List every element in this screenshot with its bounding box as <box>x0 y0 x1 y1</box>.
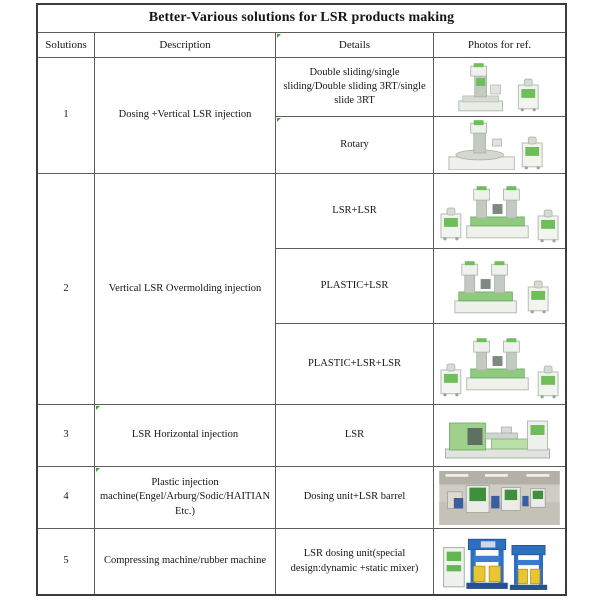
description-cell: Dosing +Vertical LSR injection <box>95 58 276 174</box>
photo-cell <box>434 58 565 117</box>
cell-anchor-mark <box>96 468 100 472</box>
solution-cell: 2 <box>38 174 95 405</box>
description-cell: Vertical LSR Overmolding injection <box>95 174 276 405</box>
description-cell <box>95 405 276 467</box>
photo-cell <box>434 467 565 529</box>
solution-cell: 5 <box>38 529 95 594</box>
description-cell <box>95 467 276 529</box>
column-header-details <box>276 33 434 58</box>
photo-double-head-vertical-machine-with-control-cabinet <box>439 253 560 319</box>
photo-factory-floor-with-dosing-units <box>439 471 560 525</box>
photo-rotary-vertical-lsr-injection-machine <box>439 120 560 170</box>
photo-double-head-vertical-machine-with-side-cabinets <box>439 178 560 244</box>
photo-cell <box>434 249 565 324</box>
column-header-photos: Photos for ref. <box>434 33 565 58</box>
photo-vertical-lsr-injection-machine-with-dosing-unit <box>439 61 560 113</box>
table-title: Better-Various solutions for LSR products making <box>38 5 565 33</box>
column-header-details-label: Details <box>338 38 371 51</box>
description-label: LSR Horizontal injection <box>131 429 239 441</box>
detail-cell: Dosing unit+LSR barrel <box>276 467 434 529</box>
detail-cell: LSR dosing unit(special design:dynamic +static mixer) <box>276 529 434 594</box>
photo-cell <box>434 405 565 467</box>
cell-anchor-mark <box>277 34 281 38</box>
detail-cell: LSR+LSR <box>276 174 434 249</box>
detail-cell: Double sliding/single sliding/Double sliding 3RT/single slide 3RT <box>276 58 434 117</box>
photo-cell <box>434 324 565 405</box>
solution-cell: 4 <box>38 467 95 529</box>
photo-blue-compressing-machine-with-dosing-cabinet <box>439 533 560 591</box>
detail-label: Rotary <box>340 138 369 150</box>
description-label: Plastic injection machine(Engel/Arburg/Sodic/HAITIAN Etc.) <box>99 477 271 517</box>
photo-cell <box>434 117 565 174</box>
detail-cell: LSR <box>276 405 434 467</box>
photo-horizontal-lsr-injection-machine <box>439 411 560 461</box>
photo-cell <box>434 529 565 594</box>
column-header-solutions: Solutions <box>38 33 95 58</box>
detail-cell: PLASTIC+LSR+LSR <box>276 324 434 405</box>
solutions-table <box>36 3 567 596</box>
description-cell: Compressing machine/rubber machine <box>95 529 276 594</box>
cell-anchor-mark <box>96 406 100 410</box>
column-header-description: Description <box>95 33 276 58</box>
detail-cell: PLASTIC+LSR <box>276 249 434 324</box>
cell-anchor-mark <box>277 118 281 122</box>
solution-cell: 3 <box>38 405 95 467</box>
photo-large-vertical-machine-with-two-side-cabinets <box>439 328 560 400</box>
solution-cell: 1 <box>38 58 95 174</box>
detail-cell <box>276 117 434 174</box>
photo-cell <box>434 174 565 249</box>
